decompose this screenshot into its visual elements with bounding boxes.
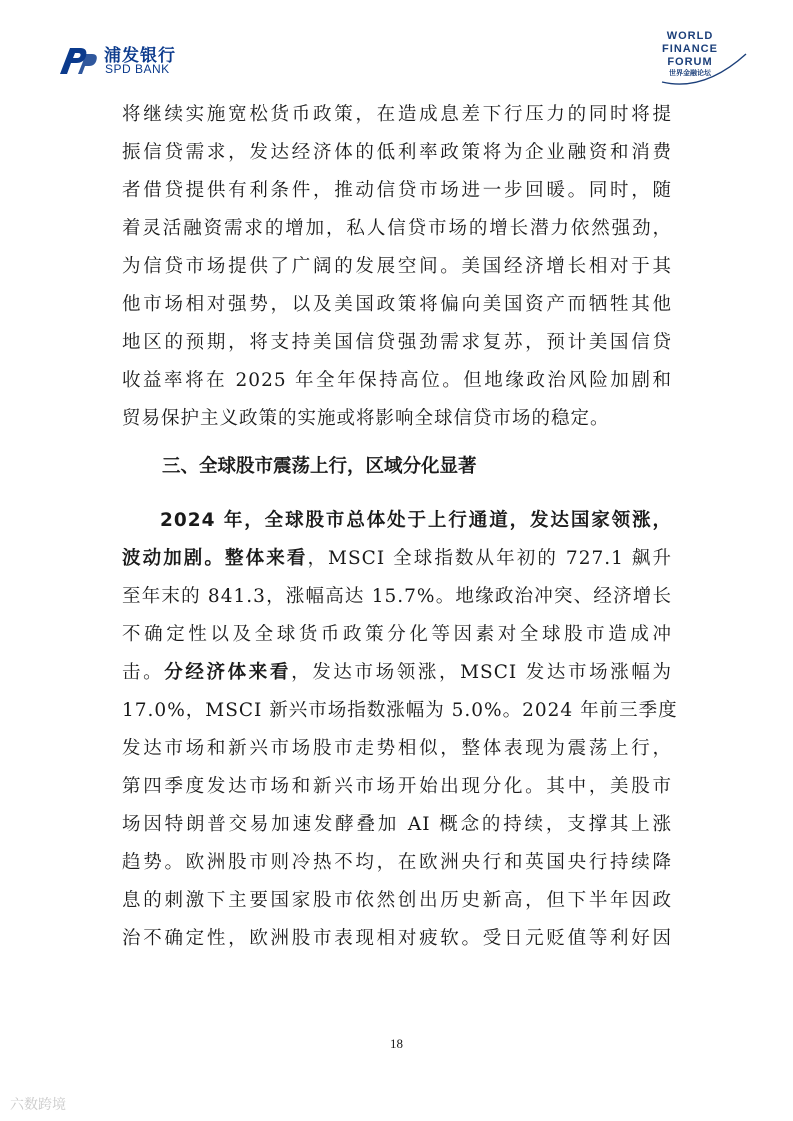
text-line: 发达市场和新兴市场股市走势相似，整体表现为震荡上行，: [122, 738, 672, 759]
bold-lead: 波动加剧。: [122, 548, 226, 569]
forum-line-1: WORLD: [666, 30, 714, 42]
paragraph-1: [122, 96, 672, 438]
bold-lead: 2024 年，全球股市总体处于上行通道，发达国家领涨，: [160, 510, 672, 531]
text-line: [122, 540, 672, 578]
text-line: [122, 654, 672, 692]
spd-bank-logo-icon: [58, 44, 98, 78]
text-line: 治不确定性，欧洲股市表现相对疲软。受日元贬值等利好因: [122, 928, 672, 949]
text-line: 不确定性以及全球货币政策分化等因素对全球股市造成冲: [122, 624, 672, 645]
text-run: ，MSCI 全球指数从年初的 727.1 飙升: [307, 548, 672, 569]
forum-arc-icon: [658, 48, 750, 88]
paragraph-2: [122, 502, 678, 958]
watermark: 六数跨境: [10, 1097, 66, 1113]
text-line: [122, 502, 672, 540]
text-line: 息的刺激下主要国家股市依然创出历史新高，但下半年因政: [122, 890, 672, 911]
text-run: ，发达市场领涨，MSCI 发达市场涨幅为: [291, 662, 672, 683]
text-line: 他市场相对强势，以及美国政策将偏向美国资产而牺牲其他: [122, 294, 672, 315]
bold-subhead: 分经济体来看: [164, 662, 292, 683]
text-line: 场因特朗普交易加速发酵叠加 AI 概念的持续，支撑其上涨: [122, 814, 672, 835]
text-line: 为信贷市场提供了广阔的发展空间。美国经济增长相对于其: [122, 256, 672, 277]
text-line: 贸易保护主义政策的实施或将影响全球信贷市场的稳定。: [122, 408, 610, 429]
page-header: [0, 0, 793, 90]
forum-line-2: FINANCE: [662, 43, 718, 55]
text-line: 振信贷需求，发达经济体的低利率政策将为企业融资和消费: [122, 142, 672, 163]
text-line: 17.0%，MSCI 新兴市场指数涨幅为 5.0%。2024 年前三季度: [122, 700, 678, 721]
bank-name-en: SPD BANK: [105, 62, 170, 76]
text-run: 击。: [122, 662, 165, 683]
text-line: 将继续实施宽松货币政策，在造成息差下行压力的同时将提: [122, 104, 672, 125]
bank-name-cn: 浦发银行: [104, 46, 176, 66]
bold-subhead: 整体来看: [225, 548, 308, 569]
text-line: 第四季度发达市场和新兴市场开始出现分化。其中，美股市: [122, 776, 672, 797]
text-line: 地区的预期，将支持美国信贷强劲需求复苏，预计美国信贷: [122, 332, 672, 353]
text-line: 着灵活融资需求的增加，私人信贷市场的增长潜力依然强劲，: [122, 218, 672, 239]
text-line: 至年末的 841.3，涨幅高达 15.7%。地缘政治冲突、经济增长: [122, 586, 672, 607]
page-number: 18: [390, 1036, 403, 1051]
forum-line-3: FORUM: [667, 56, 713, 68]
text-line: 趋势。欧洲股市则冷热不均，在欧洲央行和英国央行持续降: [122, 852, 672, 873]
text-line: 者借贷提供有利条件，推动信贷市场进一步回暖。同时，随: [122, 180, 672, 201]
section-heading: 三、全球股市震荡上行，区域分化显著: [162, 456, 477, 477]
document-body: [122, 96, 678, 958]
text-line: 收益率将在 2025 年全年保持高位。但地缘政治风险加剧和: [122, 370, 672, 391]
forum-name-cn: 世界金融论坛: [669, 70, 711, 77]
